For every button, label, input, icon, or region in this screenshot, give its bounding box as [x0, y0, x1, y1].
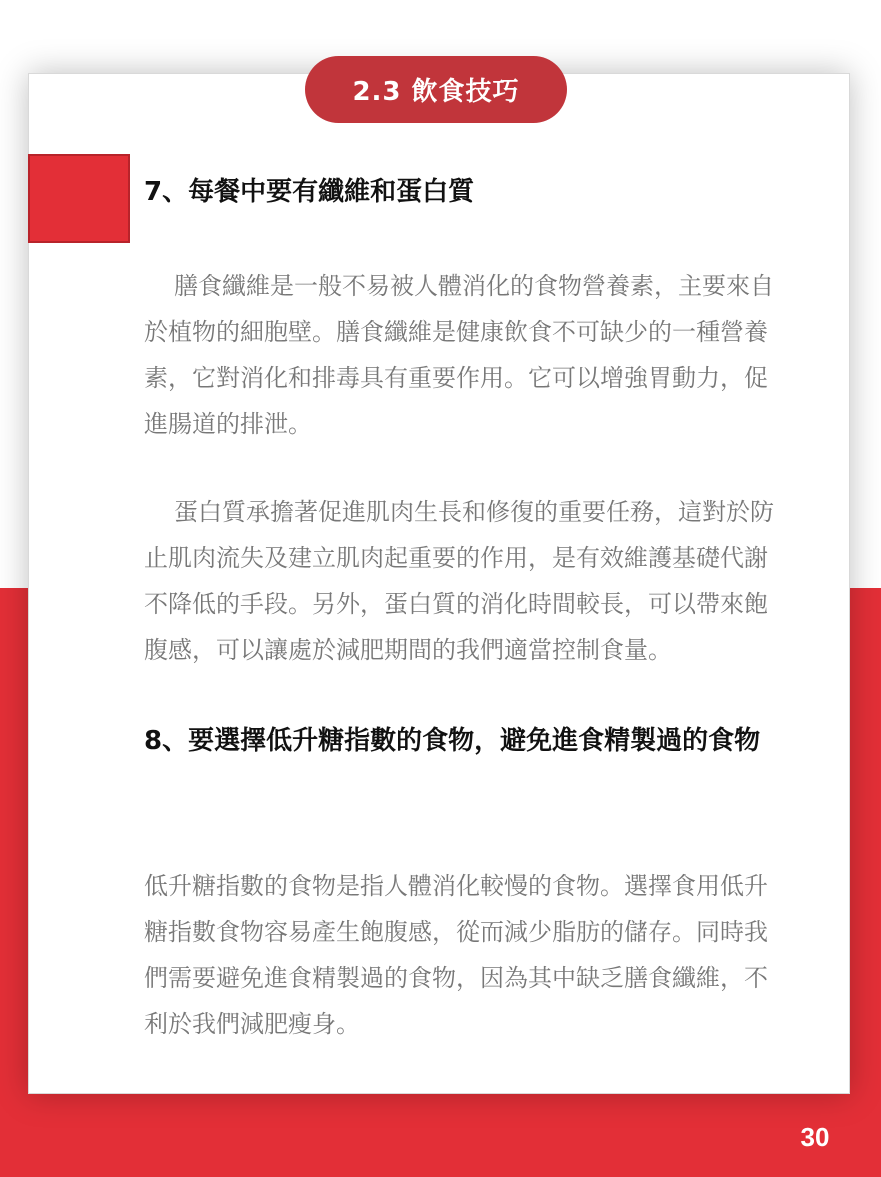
- paragraph-low-gi: 低升糖指數的食物是指人體消化較慢的食物。選擇食用低升糖指數食物容易產生飽腹感，從而減少脂肪的儲存。同時我們需要避免進食精製過的食物，因為其中缺乏膳食纖維，不利於我們減肥瘦身。: [144, 872, 768, 1038]
- section-heading-8: 8、要選擇低升糖指數的食物，避免進食精製過的食物: [144, 726, 761, 756]
- section-title-pill: 2.3 飲食技巧: [305, 56, 567, 123]
- paragraph-protein: 蛋白質承擔著促進肌肉生長和修復的重要任務，這對於防止肌肉流失及建立肌肉起重要的作用，是有效維護基礎代謝不降低的手段。另外，蛋白質的消化時間較長，可以帶來飽腹感，可以讓處於減肥期間的我們適當控制食量。: [144, 498, 774, 664]
- paragraph-fiber: 膳食纖維是一般不易被人體消化的食物營養素，主要來自於植物的細胞壁。膳食纖維是健康飲食不可缺少的一種營養素，它對消化和排毒具有重要作用。它可以增強胃動力，促進腸道的排泄。: [144, 272, 774, 438]
- page-number: 30: [800, 1122, 830, 1152]
- section-heading-7: 7、每餐中要有纖維和蛋白質: [144, 177, 475, 207]
- red-accent-square: [28, 154, 130, 243]
